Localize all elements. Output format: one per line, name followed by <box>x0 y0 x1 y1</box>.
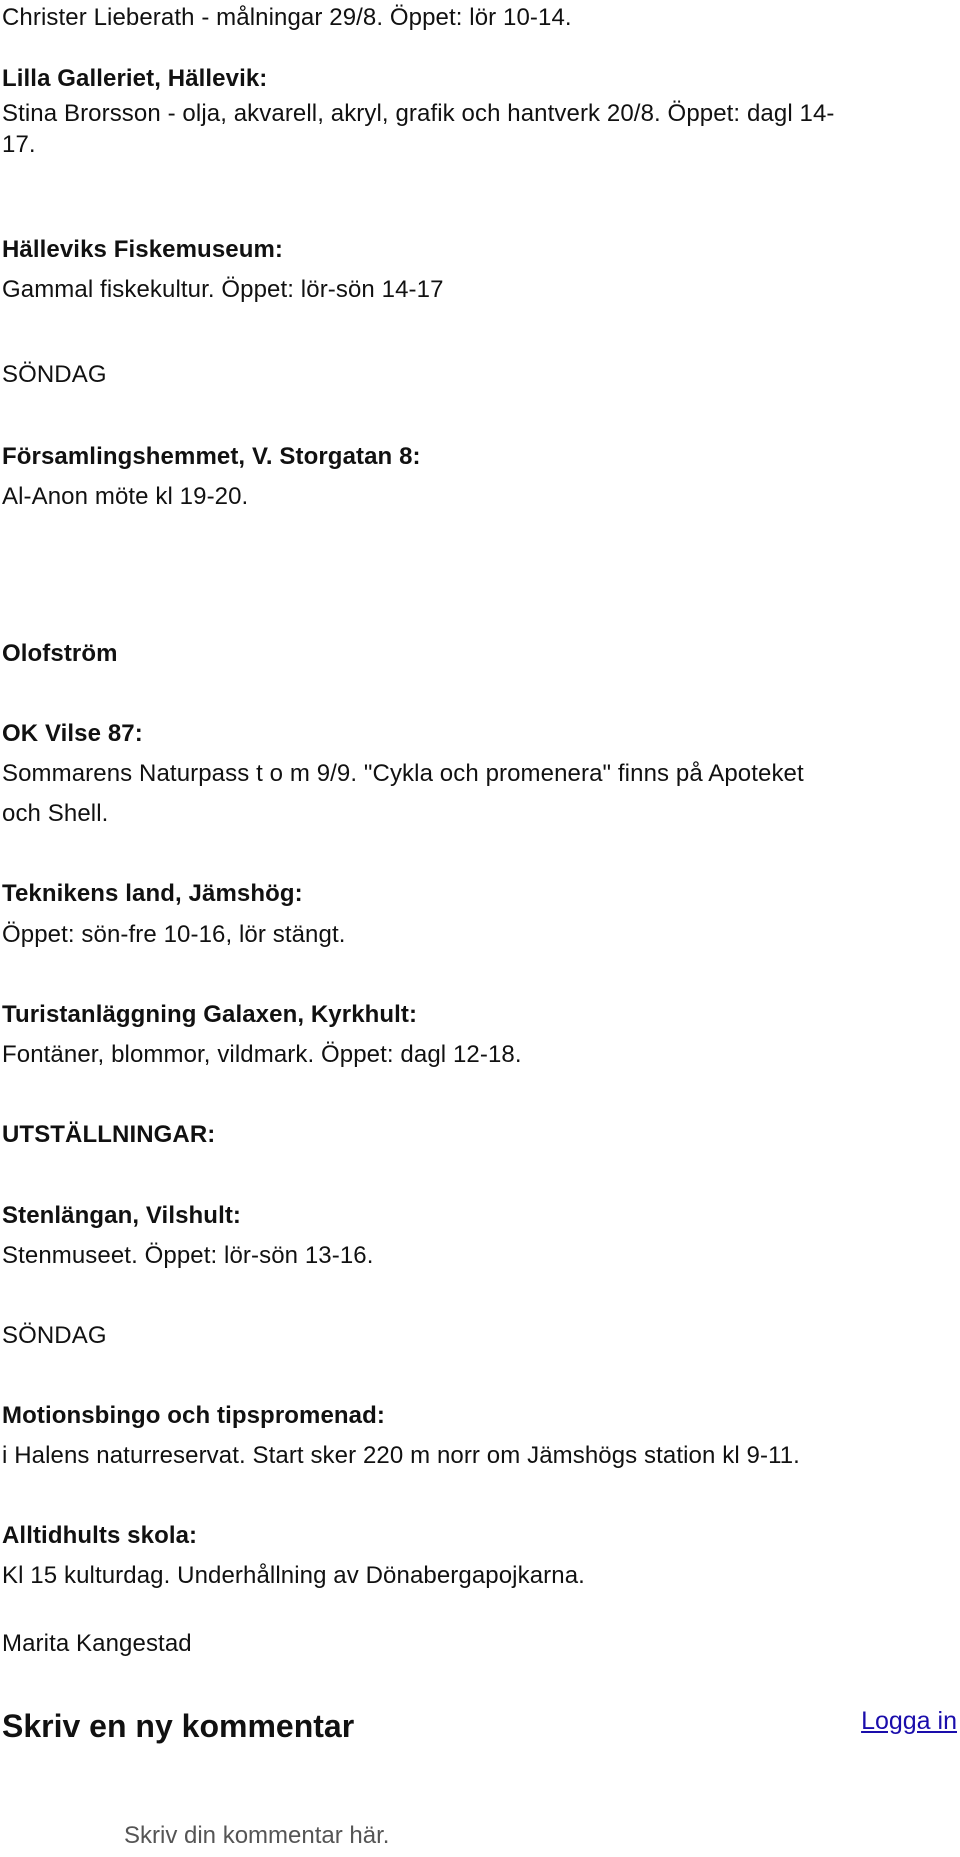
section-heading: UTSTÄLLNINGAR: <box>2 1121 216 1148</box>
venue-heading: OK Vilse 87: <box>2 720 143 747</box>
text-line: i Halens naturreservat. Start sker 220 m norr om Jämshögs station kl 9-11. <box>2 1442 800 1469</box>
text-line: Öppet: sön-fre 10-16, lör stängt. <box>2 921 346 948</box>
text-line: Fontäner, blommor, vildmark. Öppet: dagl 12-18. <box>2 1041 522 1068</box>
comment-box[interactable] <box>2 1800 957 1857</box>
venue-heading: Motionsbingo och tipspromenad: <box>2 1402 385 1429</box>
venue-heading: Stenlängan, Vilshult: <box>2 1202 242 1229</box>
town-heading: Olofström <box>2 640 118 667</box>
text-line: Stina Brorsson - olja, akvarell, akryl, grafik och hantverk 20/8. Öppet: dagl 14- <box>2 100 835 127</box>
text-line: och Shell. <box>2 800 109 827</box>
text-line: Sommarens Naturpass t o m 9/9. "Cykla och promenera" finns på Apoteket <box>2 760 804 787</box>
day-heading: SÖNDAG <box>2 1322 107 1349</box>
venue-heading: Hälleviks Fiskemuseum: <box>2 236 284 263</box>
text-line: Kl 15 kulturdag. Underhållning av Dönabergapojkarna. <box>2 1562 585 1589</box>
text-line: Gammal fiskekultur. Öppet: lör-sön 14-17 <box>2 276 444 303</box>
login-link[interactable]: Logga in <box>861 1707 957 1735</box>
text-line: Stenmuseet. Öppet: lör-sön 13-16. <box>2 1242 374 1269</box>
text-line: 17. <box>2 131 36 158</box>
comment-input[interactable] <box>124 1822 924 1850</box>
comment-section-title: Skriv en ny kommentar <box>2 1708 355 1744</box>
venue-heading: Alltidhults skola: <box>2 1522 198 1549</box>
day-heading: SÖNDAG <box>2 361 107 388</box>
text-line: Christer Lieberath - målningar 29/8. Öppet: lör 10-14. <box>2 4 572 31</box>
author-name: Marita Kangestad <box>2 1630 192 1657</box>
venue-heading: Församlingshemmet, V. Storgatan 8: <box>2 443 421 470</box>
venue-heading: Lilla Galleriet, Hällevik: <box>2 65 268 92</box>
text-line: Al-Anon möte kl 19-20. <box>2 483 249 510</box>
venue-heading: Turistanläggning Galaxen, Kyrkhult: <box>2 1001 418 1028</box>
venue-heading: Teknikens land, Jämshög: <box>2 880 303 907</box>
